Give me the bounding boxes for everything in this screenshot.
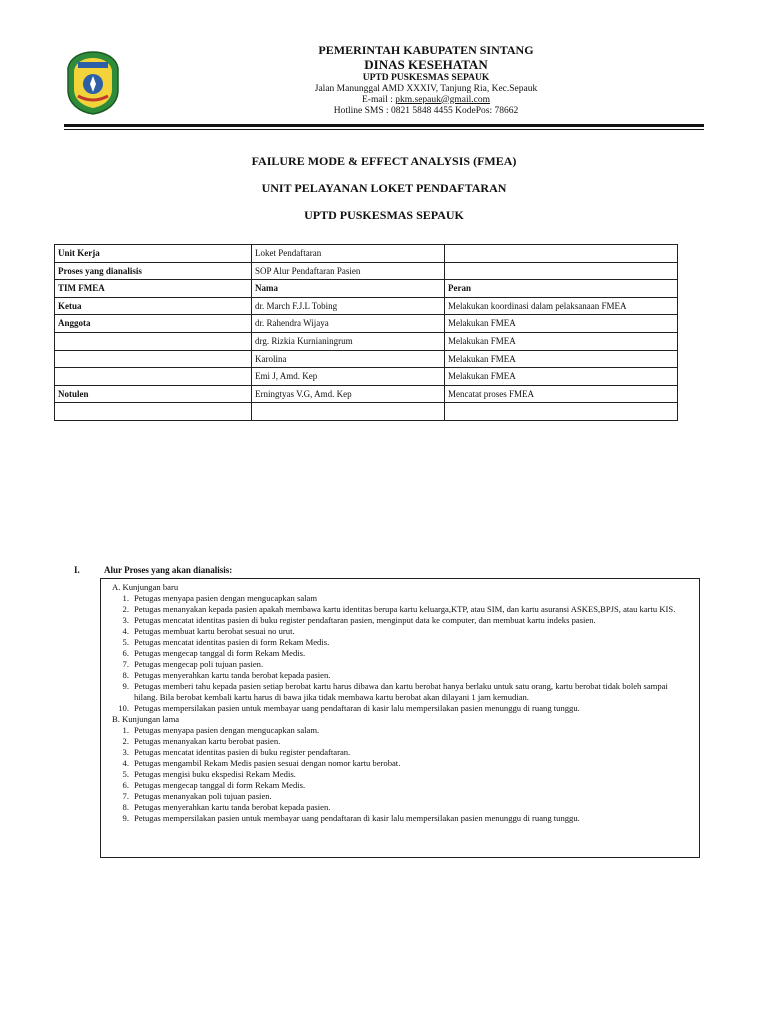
list-item: 3. Petugas mencatat identitas pasien di buku register pendaftaran pasien, menginput data ke computer, dan membuat kartu indeks pasien.	[122, 615, 596, 625]
table-cell: Melakukan FMEA	[445, 368, 678, 386]
table-header-cell: Nama	[252, 280, 445, 298]
table-cell: dr. March F.J.L Tobing	[252, 297, 445, 315]
table-header-cell: TIM FMEA	[55, 280, 252, 298]
section-heading	[74, 565, 232, 575]
step-text: Petugas menanyakan poli tujuan pasien.	[134, 791, 272, 801]
group-label-new-visit: A. Kunjungan baru	[112, 582, 179, 592]
list-item: 8. Petugas menyerahkan kartu tanda berobat kepada pasien.	[122, 802, 331, 812]
step-text: Petugas menanyakan kepada pasien apakah membawa kartu identitas berupa kartu keluarga,KTP, atau SIM, dan kartu asuransi ASKES,BPJS, atau kartu KIS.	[134, 604, 676, 614]
table-cell	[55, 350, 252, 368]
list-item: 9. Petugas memberi tahu kepada pasien setiap berobat kartu harus dibawa dan kartu berobat hanya berlaku untuk satu orang, kartu berobat tidak boleh sampai hilang. Bila berobat kembali kartu harus di bawa jika tidak membawa kartu berobat akan dilayani 1 jam kemudian.	[122, 681, 668, 702]
table-row	[55, 368, 678, 386]
step-text: Petugas mempersilakan pasien untuk membayar uang pendaftaran di kasir lalu mempersilakan pasien menunggu di ruang tunggu.	[134, 813, 580, 823]
step-text: Petugas mencatat identitas pasien di buku register pendaftaran pasien, menginput data ke computer, dan membuat kartu indeks pasien.	[134, 615, 596, 625]
list-item: 7. Petugas menanyakan poli tujuan pasien.	[122, 791, 272, 801]
list-item: 6. Petugas mengecap tanggal di form Rekam Medis.	[122, 780, 306, 790]
list-item: 5. Petugas mengisi buku ekspedisi Rekam Medis.	[122, 769, 296, 779]
letterhead	[180, 44, 672, 116]
table-cell: Melakukan FMEA	[445, 315, 678, 333]
list-item: 8. Petugas menyerahkan kartu tanda berobat kepada pasien.	[122, 670, 331, 680]
process-flow-box	[100, 578, 700, 858]
letterhead-divider-thin	[64, 129, 704, 130]
document-subtitle-unit: UNIT PELAYANAN LOKET PENDAFTARAN	[261, 181, 507, 195]
list-item: 1. Petugas menyapa pasien dengan mengucapkan salam.	[122, 725, 320, 735]
step-text: Petugas mempersilakan pasien untuk membayar uang pendaftaran di kasir lalu mempersilakan pasien menunggu di ruang tunggu.	[134, 703, 580, 713]
step-text: Petugas memberi tahu kepada pasien setiap berobat kartu harus dibawa dan kartu berobat hanya berlaku untuk satu orang, kartu berobat tidak boleh sampai hilang. Bila berobat kembali kartu harus di bawa jika tidak membawa kartu berobat akan dilayani 1 jam kemudian.	[134, 681, 668, 702]
table-row	[55, 315, 678, 333]
table-cell: Anggota	[55, 315, 252, 333]
letterhead-government: PEMERINTAH KABUPATEN SINTANG	[318, 43, 534, 57]
new-visit-steps	[107, 593, 693, 714]
table-row	[55, 297, 678, 315]
section-number: I.	[74, 565, 80, 575]
table-cell	[445, 403, 678, 421]
table-row	[55, 403, 678, 421]
step-text: Petugas mengecap tanggal di form Rekam Medis.	[134, 780, 306, 790]
return-visit-steps	[107, 725, 693, 824]
document-titles	[64, 154, 704, 235]
table-cell: Proses yang dianalisis	[55, 262, 252, 280]
step-text: Petugas menanyakan kartu berobat pasien.	[134, 736, 281, 746]
letterhead-email-line	[180, 95, 672, 106]
list-item: 2. Petugas menanyakan kartu berobat pasien.	[122, 736, 281, 746]
list-item: 5. Petugas mencatat identitas pasien di form Rekam Medis.	[122, 637, 330, 647]
table-cell: Ketua	[55, 297, 252, 315]
step-text: Petugas menyerahkan kartu tanda berobat kepada pasien.	[134, 670, 331, 680]
table-row	[55, 385, 678, 403]
table-cell	[55, 332, 252, 350]
list-item: 4. Petugas mengambil Rekam Medis pasien sesuai dengan nomor kartu berobat.	[122, 758, 401, 768]
table-cell: dr. Rahendra Wijaya	[252, 315, 445, 333]
table-row	[55, 350, 678, 368]
letterhead-hotline: Hotline SMS : 0821 5848 4455 KodePos: 78662	[333, 105, 519, 116]
list-item: 9. Petugas mempersilakan pasien untuk membayar uang pendaftaran di kasir lalu mempersilakan pasien menunggu di ruang tunggu.	[122, 813, 580, 823]
table-cell	[445, 262, 678, 280]
document-subtitle-facility: UPTD PUSKESMAS SEPAUK	[304, 208, 464, 222]
letterhead-department: DINAS KESEHATAN	[364, 56, 488, 72]
letterhead-unit: UPTD PUSKESMAS SEPAUK	[362, 72, 490, 83]
table-cell: Emi J, Amd. Kep	[252, 368, 445, 386]
table-cell: SOP Alur Pendaftaran Pasien	[252, 262, 445, 280]
table-row	[55, 245, 678, 263]
letterhead-divider-thick	[64, 124, 704, 127]
table-header-row	[55, 280, 678, 298]
step-text: Petugas mengecap poli tujuan pasien.	[134, 659, 264, 669]
table-cell	[55, 368, 252, 386]
table-row	[55, 262, 678, 280]
email-link[interactable]: pkm.sepauk@gmail.com	[395, 94, 490, 105]
list-item: 1. Petugas menyapa pasien dengan mengucapkan salam	[122, 593, 318, 603]
list-item: 3. Petugas mencatat identitas pasien di buku register pendaftaran.	[122, 747, 351, 757]
table-row	[55, 332, 678, 350]
table-cell: Mencatat proses FMEA	[445, 385, 678, 403]
regency-crest-icon	[66, 50, 120, 116]
step-text: Petugas mencatat identitas pasien di buku register pendaftaran.	[134, 747, 351, 757]
group-label-return-visit: B. Kunjungan lama	[112, 714, 180, 724]
letterhead-address: Jalan Manunggal AMD XXXIV, Tanjung Ria, Kec.Sepauk	[314, 83, 538, 94]
table-cell: Erningtyas V.G, Amd. Kep	[252, 385, 445, 403]
table-cell: Melakukan FMEA	[445, 332, 678, 350]
step-text: Petugas mengambil Rekam Medis pasien sesuai dengan nomor kartu berobat.	[134, 758, 401, 768]
step-text: Petugas membuat kartu berobat sesuai no urut.	[134, 626, 295, 636]
section-title: Alur Proses yang akan dianalisis:	[104, 565, 233, 575]
fmea-team-table	[54, 244, 678, 421]
table-cell: drg. Rizkia Kurnianingrum	[252, 332, 445, 350]
list-item: 7. Petugas mengecap poli tujuan pasien.	[122, 659, 264, 669]
table-cell	[445, 245, 678, 263]
list-item: 4. Petugas membuat kartu berobat sesuai no urut.	[122, 626, 295, 636]
step-text: Petugas menyapa pasien dengan mengucapkan salam.	[134, 725, 320, 735]
table-cell: Melakukan koordinasi dalam pelaksanaan FMEA	[445, 297, 678, 315]
step-text: Petugas menyerahkan kartu tanda berobat kepada pasien.	[134, 802, 331, 812]
table-cell: Notulen	[55, 385, 252, 403]
step-text: Petugas menyapa pasien dengan mengucapkan salam	[134, 593, 318, 603]
table-cell	[252, 403, 445, 421]
email-label: E-mail :	[361, 94, 396, 105]
table-cell	[55, 403, 252, 421]
list-item: 10. Petugas mempersilakan pasien untuk membayar uang pendaftaran di kasir lalu mempersilakan pasien menunggu di ruang tunggu.	[118, 703, 580, 713]
table-cell: Melakukan FMEA	[445, 350, 678, 368]
document-title: FAILURE MODE & EFFECT ANALYSIS (FMEA)	[251, 154, 517, 168]
list-item: 6. Petugas mengecap tanggal di form Rekam Medis.	[122, 648, 306, 658]
table-cell: Unit Kerja	[55, 245, 252, 263]
table-cell: Karolina	[252, 350, 445, 368]
table-header-cell: Peran	[445, 280, 678, 298]
step-text: Petugas mengecap tanggal di form Rekam Medis.	[134, 648, 306, 658]
list-item: 2. Petugas menanyakan kepada pasien apakah membawa kartu identitas berupa kartu keluarga,KTP, atau SIM, dan kartu asuransi ASKES,BPJS, atau kartu KIS.	[122, 604, 676, 614]
table-cell: Loket Pendaftaran	[252, 245, 445, 263]
step-text: Petugas mengisi buku ekspedisi Rekam Medis.	[134, 769, 296, 779]
step-text: Petugas mencatat identitas pasien di form Rekam Medis.	[134, 637, 330, 647]
